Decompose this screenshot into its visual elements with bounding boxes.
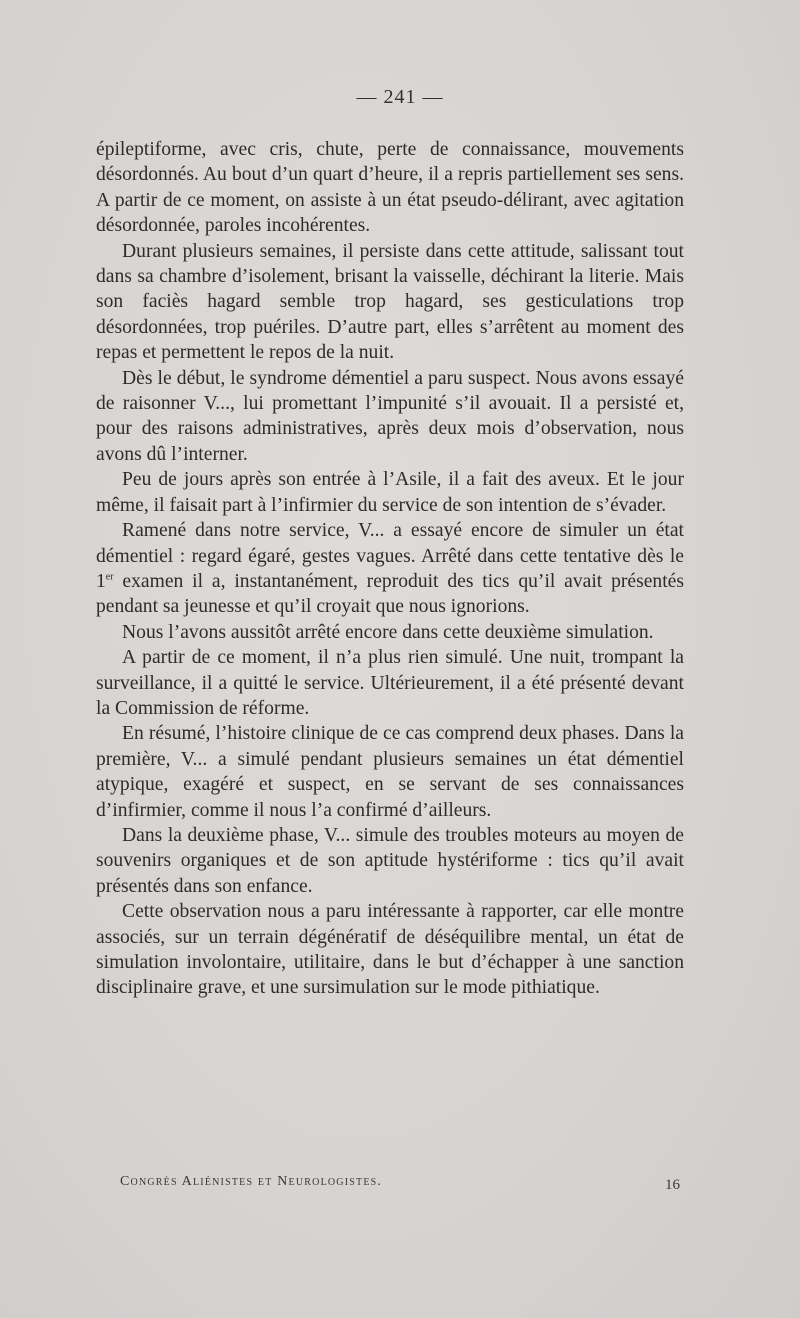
paragraph-1: épileptiforme, avec cris, chute, perte de connaissance, mouvements désordonnés. Au bout d’un quart d’heure, il a repris partiellement ses sens. A partir de ce moment, on assiste à un état pseudo-délirant, avec agitation désordonnée, paroles incohérentes. [96, 139, 684, 237]
page-number-header: — 241 — [356, 86, 444, 108]
paragraph-5: Ramené dans notre service, V... a essayé encore de simuler un état démentiel : regard égaré, gestes vagues. Arrêté dans cette tentative dès le 1er examen il a, instantanément, reproduit des tics qu’il avait présentés pendant sa jeunesse et qu’il croyait que nous ignorions. [96, 520, 684, 618]
ordinal-superscript: er [105, 571, 114, 583]
footer-title: Congrès Aliénistes et Neurologistes. [120, 1174, 383, 1189]
page-body [96, 137, 684, 1001]
paragraph-7: A partir de ce moment, il n’a plus rien simulé. Une nuit, trompant la surveillance, il a quitté le service. Ultérieurement, il a été présenté devant la Commission de réforme. [96, 647, 684, 719]
running-footer [120, 1174, 680, 1193]
paragraph-9: Dans la deuxième phase, V... simule des troubles moteurs au moyen de souvenirs organiques et de son aptitude hystériforme : tics qu’il avait présentés dans son enfance. [96, 824, 684, 897]
paragraph-8: En résumé, l’histoire clinique de ce cas comprend deux phases. Dans la première, V... a simulé pendant plusieurs semaines un état démentiel atypique, exagéré et suspect, en se servant de ses connaissances d’infirmier, comme il nous l’a confirmé d’ailleurs. [96, 723, 684, 821]
paragraph-6: Nous l’avons aussitôt arrêté encore dans cette deuxième simulation. [122, 621, 654, 643]
paragraph-2: Durant plusieurs semaines, il persiste dans cette attitude, salissant tout dans sa chambre d’isolement, brisant la vaisselle, déchirant la literie. Mais son faciès hagard semble trop hagard, ses gesticulations trop désordonnées, trop puériles. D’autre part, elles s’arrêtent au moment des repas et permettent le repos de la nuit. [96, 240, 684, 364]
signature-mark: 16 [665, 1177, 680, 1193]
paragraph-4: Peu de jours après son entrée à l’Asile, il a fait des aveux. Et le jour même, il faisait part à l’infirmier du service de son intention de s’évader. [96, 469, 684, 516]
paragraph-3: Dès le début, le syndrome démentiel a paru suspect. Nous avons essayé de raisonner V..., lui promettant l’impunité s’il avouait. Il a persisté et, pour des raisons administratives, après deux mois d’observation, nous avons dû l’interner. [96, 367, 684, 465]
paragraph-10: Cette observation nous a paru intéressante à rapporter, car elle montre associés, sur un terrain dégénératif de déséquilibre mental, un état de simulation involontaire, utilitaire, dans le but d’échapper à une sanction disciplinaire grave, et une sursimulation sur le mode pithiatique. [96, 901, 684, 999]
